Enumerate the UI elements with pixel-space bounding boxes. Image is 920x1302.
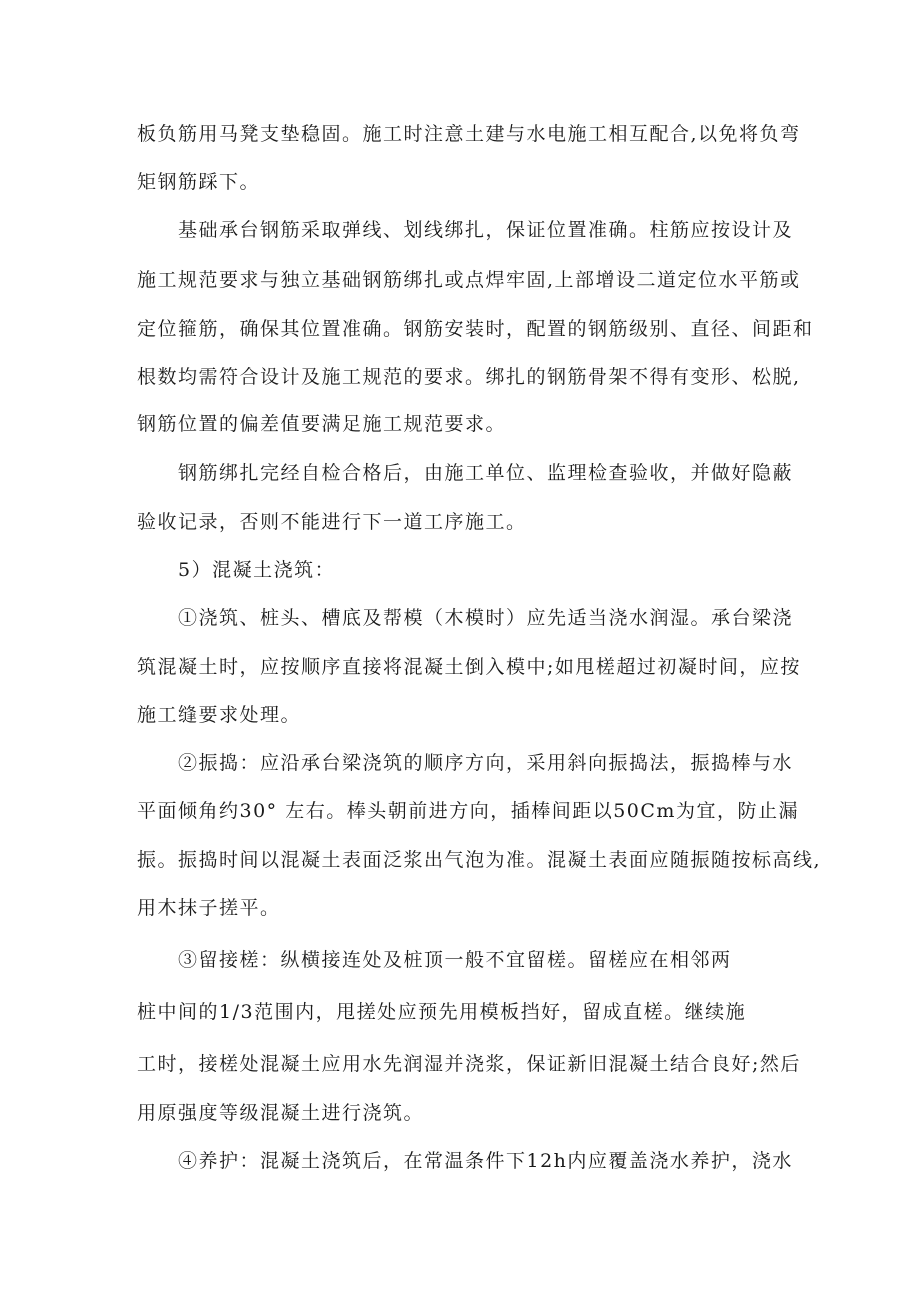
text-line-8: 钢筋绑扎完经自检合格后，由施工单位、监理检查验收，并做好隐蔽 (178, 462, 794, 484)
text-line-22: ④养护：混凝土浇筑后，在常温条件下12h内应覆盖浇水养护，浇水 (178, 1150, 793, 1172)
text-line-17: 用木抹子搓平。 (137, 897, 281, 919)
text-line-4: 施工规范要求与独立基础钢筋绑扎或点焊牢固,上部增设二道定位水平筋或 (137, 269, 801, 291)
text-line-20: 工时，接槎处混凝土应用水先润湿并浇浆，保证新旧混凝土结合良好;然后 (137, 1053, 801, 1075)
text-line-16: 振。振捣时间以混凝土表面泛浆出气泡为准。混凝土表面应随振随按标高线, (137, 849, 822, 871)
text-line-12: 筑混凝土时，应按顺序直接将混凝土倒入模中;如甩槎超过初凝时间，应按 (137, 656, 801, 678)
section-heading: 5）混凝土浇筑： (178, 559, 336, 581)
text-line-14: ②振捣：应沿承台梁浇筑的顺序方向，采用斜向振捣法，振捣棒与水 (178, 752, 794, 774)
text-line-13: 施工缝要求处理。 (137, 704, 302, 726)
text-line-3: 基础承台钢筋采取弹线、划线绑扎，保证位置准确。柱筋应按设计及 (178, 219, 794, 241)
text-line-2: 矩钢筋踩下。 (137, 171, 261, 193)
text-line-21: 用原强度等级混凝土进行浇筑。 (137, 1102, 425, 1124)
text-line-15: 平面倾角约30° 左右。棒头朝前进方向，插棒间距以50Cm为宜，防止漏 (137, 800, 799, 822)
text-line-5: 定位箍筋，确保其位置准确。钢筋安装时，配置的钢筋级别、直径、间距和 (137, 318, 814, 340)
text-line-1: 板负筋用马凳支垫稳固。施工时注意土建与水电施工相互配合,以免将负弯 (137, 123, 801, 145)
text-line-7: 钢筋位置的偏差值要满足施工规范要求。 (137, 413, 507, 435)
text-line-18: ③留接槎：纵横接连处及桩顶一般不宜留槎。留槎应在相邻两 (178, 949, 732, 971)
text-line-6: 根数均需符合设计及施工规范的要求。绑扎的钢筋骨架不得有变形、松脱, (137, 366, 801, 388)
text-line-9: 验收记录，否则不能进行下一道工序施工。 (137, 511, 527, 533)
text-line-19: 桩中间的1/3范围内，甩搓处应预先用模板挡好，留成直槎。继续施 (137, 1001, 747, 1023)
text-line-11: ①浇筑、桩头、槽底及帮模（木模时）应先适当浇水润湿。承台梁浇 (178, 607, 794, 629)
